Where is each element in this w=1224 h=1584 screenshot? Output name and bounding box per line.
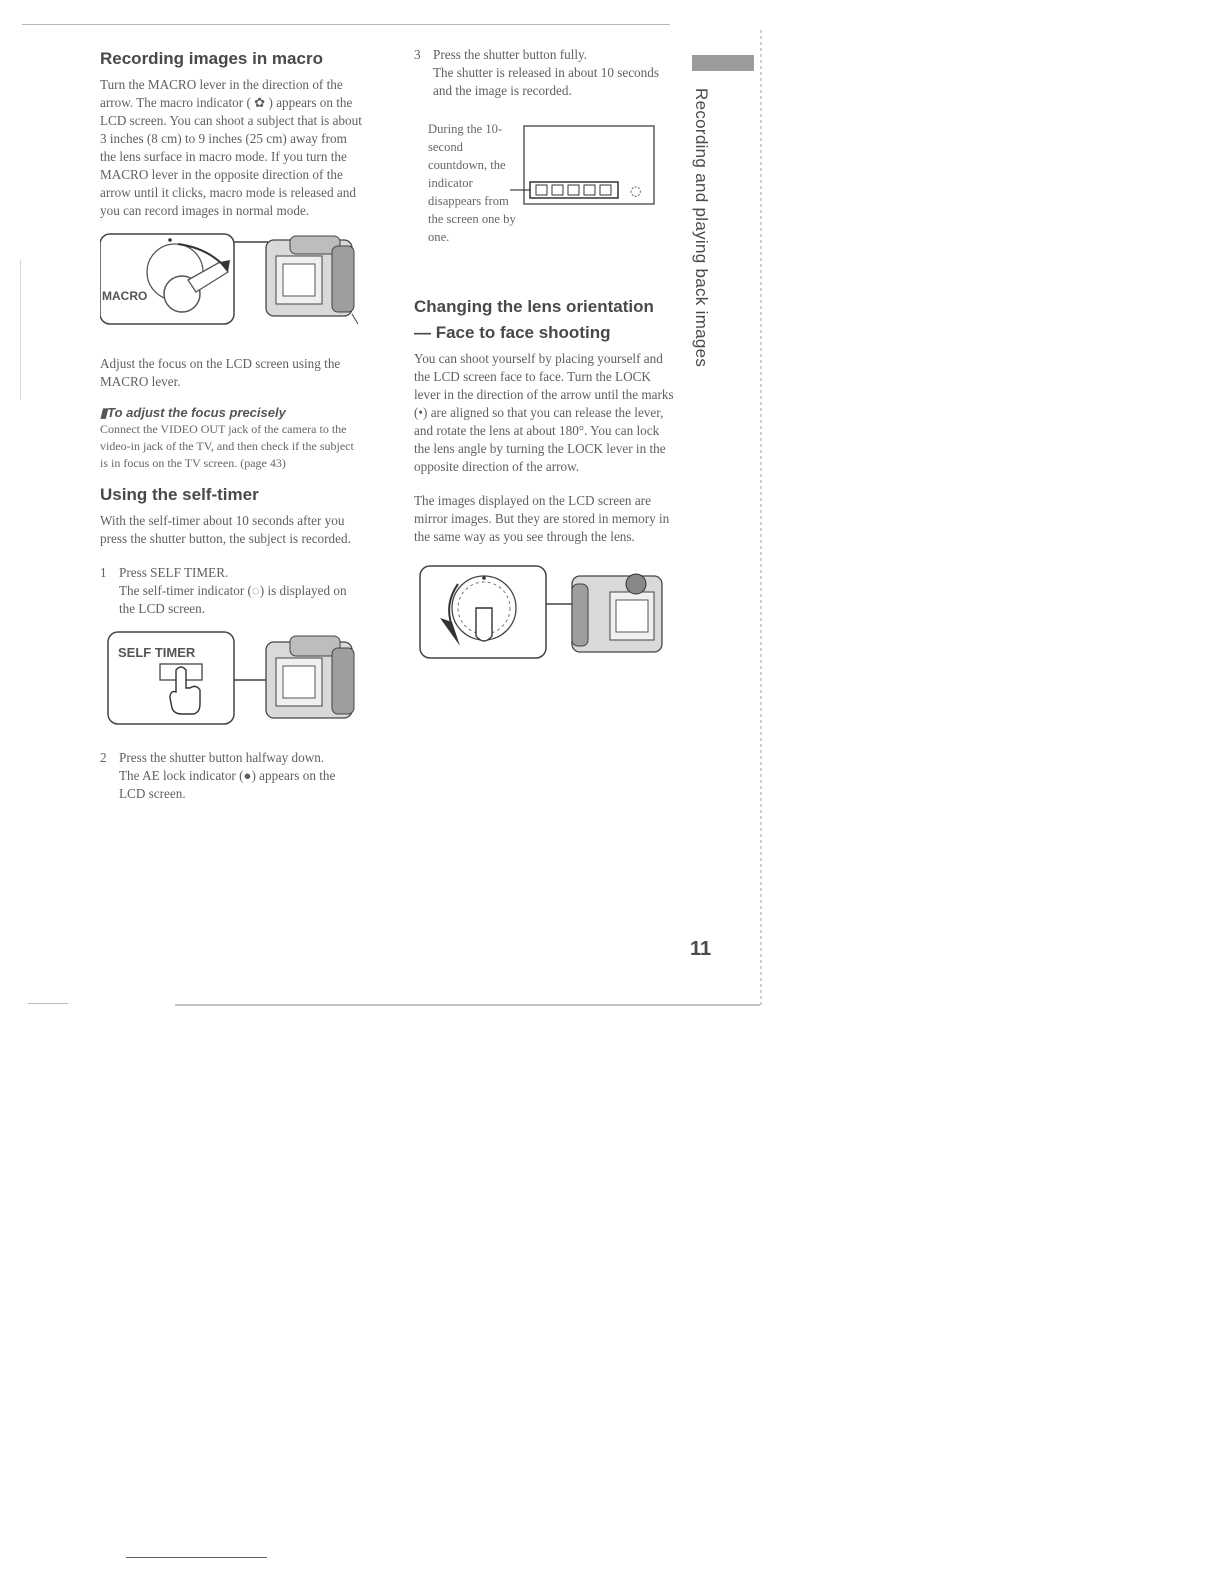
step-3-detail: The shutter is released in about 10 seconds and the image is recorded. (433, 65, 659, 98)
lens-paragraph-1: You can shoot yourself by placing yourself and the LCD screen face to face. Turn the LOCK lever in the direction of the arrow until the marks (•) are aligned so that you can release the lever, and rotate the lens at about 180°. You can lock the lens angle by turning the LOCK lever in the opposite direction of the arrow. (414, 351, 674, 474)
bottom-rule-left (28, 1003, 68, 1004)
left-column (100, 46, 362, 803)
page-edge-right (760, 30, 762, 1005)
camera-illustration (266, 236, 358, 324)
lens-heading-2: — Face to face shooting (414, 323, 611, 342)
macro-figure-label: MACRO (102, 289, 148, 303)
note-body: Connect the VIDEO OUT jack of the camera to the video-in jack of the TV, and then check if the subject is in focus on the TV screen. (page 43) (100, 422, 354, 470)
macro-figure (100, 232, 362, 342)
right-column (414, 46, 676, 667)
step-2 (100, 749, 362, 803)
camera-illustration-3 (572, 574, 662, 652)
camera-illustration-2 (266, 636, 354, 718)
timer-paragraph: With the self-timer about 10 seconds after you press the shutter button, the subject is recorded. (100, 513, 351, 546)
timer-heading: Using the self-timer (100, 485, 259, 504)
step-2-detail: The AE lock indicator (●) appears on the LCD screen. (119, 768, 336, 801)
step-3 (414, 46, 676, 100)
countdown-figure (414, 120, 676, 270)
section-tab-bar (692, 55, 754, 71)
lens-paragraph-2: The images displayed on the LCD screen are mirror images. But they are stored in memory in the same way as you see through the lens. (414, 493, 670, 544)
section-side-title: Recording and playing back images (692, 88, 711, 368)
countdown-caption: During the 10-second countdown, the indicator disappears from the screen one by one. (428, 122, 516, 244)
note-icon: ▮ (100, 405, 108, 420)
step-3-number: 3 (414, 47, 421, 62)
macro-focus-paragraph: Adjust the focus on the LCD screen using the MACRO lever. (100, 356, 341, 389)
step-1-instruction: Press SELF TIMER. (119, 565, 229, 580)
step-2-instruction: Press the shutter button halfway down. (119, 750, 325, 765)
note-heading-text: To adjust the focus precisely (107, 405, 286, 420)
macro-paragraph: Turn the MACRO lever in the direction of the arrow. The macro indicator ( ✿ ) appears on the LCD screen. You can shoot a subject that is about 3 inches (8 cm) to 9 inches (25 cm) away from the lens surface in macro mode. If you turn the MACRO lever in the opposite direction of the arrow until it clicks, macro mode is released and you can record images in normal mode. (100, 77, 362, 218)
step-3-instruction: Press the shutter button fully. (433, 47, 588, 62)
bottom-rule (175, 1004, 760, 1006)
macro-heading: Recording images in macro (100, 49, 323, 68)
step-1-detail: The self-timer indicator (◌) is displayed on the LCD screen. (119, 583, 347, 616)
self-timer-figure (100, 630, 362, 734)
note-heading (100, 405, 362, 421)
page-number: 11 (690, 938, 712, 960)
self-timer-icon: ◌ (630, 184, 642, 199)
lens-rotation-figure (414, 564, 676, 662)
self-timer-figure-label: SELF TIMER (118, 645, 196, 660)
lcd-countdown-illustration (502, 124, 662, 206)
lens-heading-1: Changing the lens orientation (414, 297, 654, 316)
step-1 (100, 564, 362, 618)
footer-line (126, 1557, 267, 1558)
top-rule (22, 24, 670, 25)
page-edge-left (20, 260, 21, 400)
step-1-number: 1 (100, 565, 107, 580)
step-2-number: 2 (100, 750, 107, 765)
